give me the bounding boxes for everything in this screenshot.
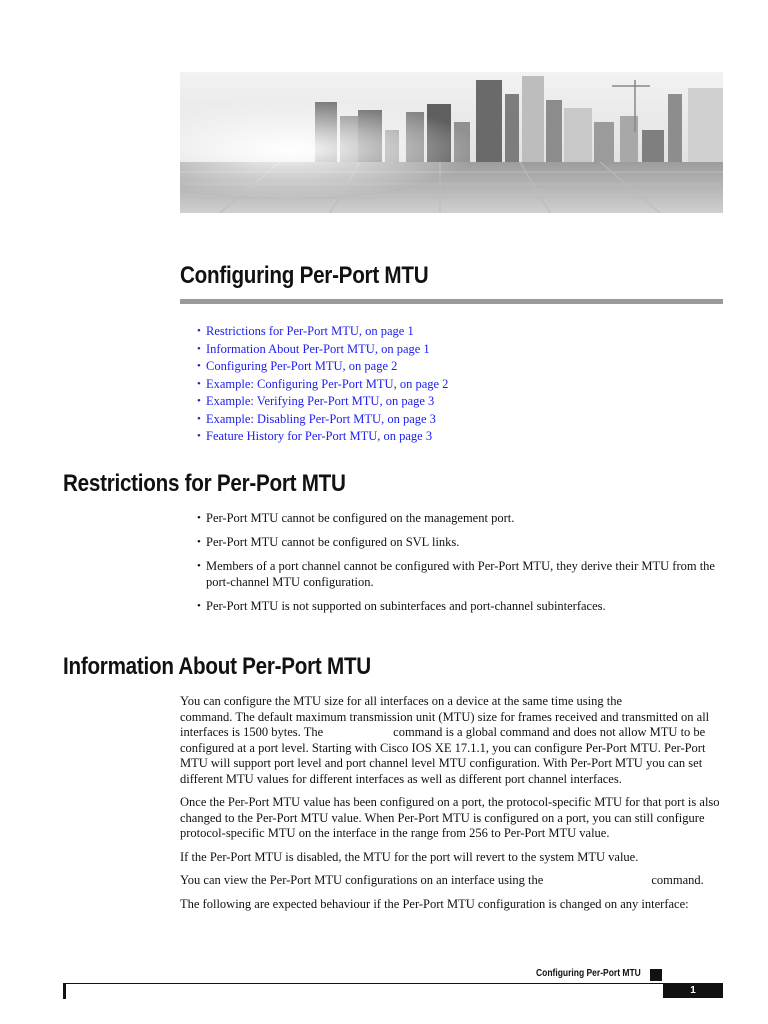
- restrictions-heading: Restrictions for Per-Port MTU: [63, 470, 346, 497]
- list-item: • Per-Port MTU is not supported on subinterfaces and port-channel subinterfaces.: [197, 598, 727, 614]
- list-item: • Per-Port MTU cannot be configured on the management port.: [197, 510, 727, 526]
- toc-link-restrictions[interactable]: Restrictions for Per-Port MTU, on page 1: [206, 324, 414, 338]
- toc-link-example-configuring[interactable]: Example: Configuring Per-Port MTU, on page 2: [206, 376, 449, 391]
- footer-chapter-title: Configuring Per-Port MTU: [536, 968, 641, 979]
- paragraph: Once the Per-Port MTU value has been configured on a port, the protocol-specific MTU for that port is also changed to the Per-Port MTU value. When Per-Port MTU is configured on a port, you can still configure protocol-specific MTU on the interface in the range from 256 to Per-Port MTU value.: [180, 795, 720, 840]
- toc-item: [197, 428, 448, 446]
- toc-link-information[interactable]: Information About Per-Port MTU, on page 1: [206, 341, 430, 356]
- paragraph: [180, 873, 725, 889]
- paragraph: [180, 694, 725, 787]
- paragraph-text: You can view the Per-Port MTU configurations on an interface using the: [180, 873, 544, 887]
- paragraph: If the Per-Port MTU is disabled, the MTU for the port will revert to the system MTU value.: [180, 849, 639, 864]
- paragraph-text: command.: [651, 873, 704, 887]
- toc-link-configuring[interactable]: Configuring Per-Port MTU, on page 2: [206, 359, 398, 373]
- paragraph: The following are expected behaviour if the Per-Port MTU configuration is changed on any interface:: [180, 896, 689, 911]
- toc-item: [197, 376, 448, 394]
- page-number: 1: [663, 983, 723, 998]
- list-item: • Per-Port MTU cannot be configured on SVL links.: [197, 534, 727, 550]
- paragraph-text: command is a global command and does not allow MTU to be configured at a port level. Starting with Cisco IOS XE 17.1.1, you can configure Per-Port MTU. Per-Port MTU will support port level and port channel level MTU configuration. With Per-Port MTU you can set different MTU values for different interfaces as well as different port channel interfaces.: [180, 725, 706, 786]
- paragraph-text: command. The default maximum transmission unit (MTU) size for frames received and transmitted on all interfaces is 1500 bytes. The: [180, 709, 710, 739]
- toc-link-example-verifying[interactable]: Example: Verifying Per-Port MTU, on page 3: [206, 394, 435, 408]
- footer-tick: [63, 983, 66, 999]
- toc-link-feature-history[interactable]: Feature History for Per-Port MTU, on page 3: [206, 429, 433, 443]
- toc-item: [197, 411, 448, 429]
- restrictions-list: [197, 510, 727, 622]
- information-body: [180, 694, 725, 920]
- toc-item: [197, 358, 448, 376]
- footer-marker: [650, 969, 662, 981]
- information-heading: Information About Per-Port MTU: [63, 653, 371, 680]
- chapter-title: Configuring Per-Port MTU: [180, 262, 429, 289]
- paragraph-text: You can configure the MTU size for all interfaces on a device at the same time using the: [180, 694, 622, 708]
- title-rule: [180, 299, 723, 304]
- chapter-toc: [197, 323, 448, 446]
- toc-item: [197, 323, 448, 341]
- toc-link-example-disabling[interactable]: Example: Disabling Per-Port MTU, on page 3: [206, 411, 436, 426]
- list-item: • Members of a port channel cannot be configured with Per-Port MTU, they derive their MTU from the port-channel MTU configuration.: [197, 558, 727, 590]
- footer-rule: [63, 983, 723, 984]
- toc-item: [197, 393, 448, 411]
- chapter-banner-image: [180, 72, 723, 213]
- toc-item: [197, 341, 448, 359]
